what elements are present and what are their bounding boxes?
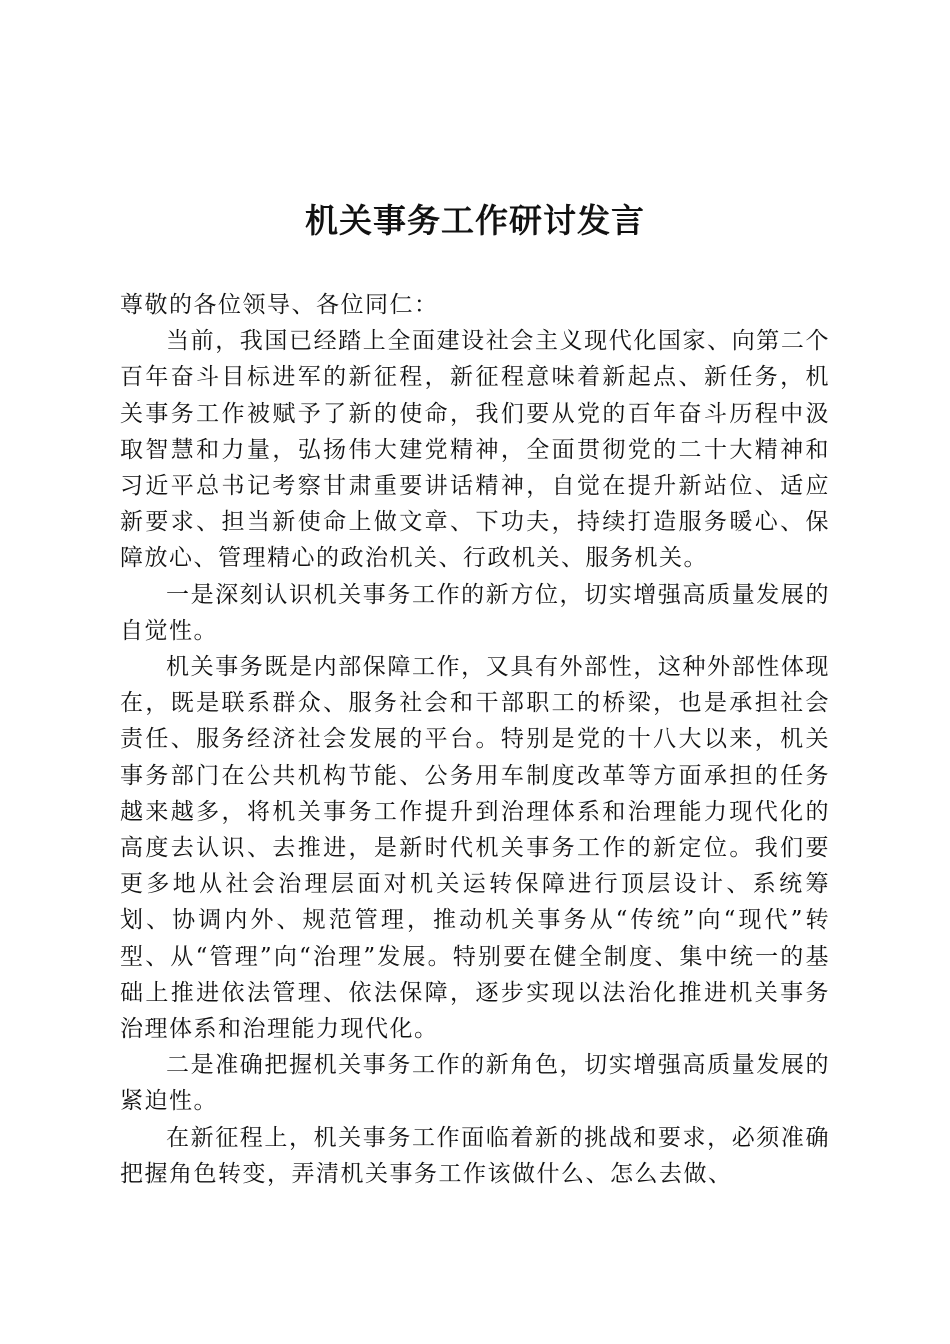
salutation: 尊敬的各位领导、各位同仁： xyxy=(120,292,439,318)
paragraph-intro: 当前，我国已经踏上全面建设社会主义现代化国家、向第二个百年奋斗目标进军的新征程，新征程意味着新起点、新任务，机关事务工作被赋予了新的使命，我们要从党的百年奋斗历程中汲取智慧和力量，弘扬伟大建党精神，全面贯彻党的二十大精神和习近平总书记考察甘肃重要讲话精神，自觉在提升新站位、适应新要求、担当新使命上做文章、下功夫，持续打造服务暖心、保障放心、管理精心的政治机关、行政机关、服务机关。 xyxy=(120,328,830,572)
document-body xyxy=(120,287,830,1192)
section-heading-1: 一是深刻认识机关事务工作的新方位，切实增强高质量发展的自觉性。 xyxy=(120,581,830,644)
paragraph-section-2: 在新征程上，机关事务工作面临着新的挑战和要求，必须准确把握角色转变，弄清机关事务工作该做什么、怎么去做、 xyxy=(120,1124,830,1187)
paragraph-section-1: 机关事务既是内部保障工作，又具有外部性，这种外部性体现在，既是联系群众、服务社会和干部职工的桥梁，也是承担社会责任、服务经济社会发展的平台。特别是党的十八大以来，机关事务部门在公共机构节能、公务用车制度改革等方面承担的任务越来越多，将机关事务工作提升到治理体系和治理能力现代化的高度去认识、去推进，是新时代机关事务工作的新定位。我们要更多地从社会治理层面对机关运转保障进行顶层设计、系统筹划、协调内外、规范管理，推动机关事务从“传统”向“现代”转型、从“管理”向“治理”发展。特别要在健全制度、集中统一的基础上推进依法管理、依法保障，逐步实现以法治化推进机关事务治理体系和治理能力现代化。 xyxy=(120,654,830,1043)
section-heading-2: 二是准确把握机关事务工作的新角色，切实增强高质量发展的紧迫性。 xyxy=(120,1052,830,1115)
document-title: 机关事务工作研讨发言 xyxy=(305,201,645,240)
